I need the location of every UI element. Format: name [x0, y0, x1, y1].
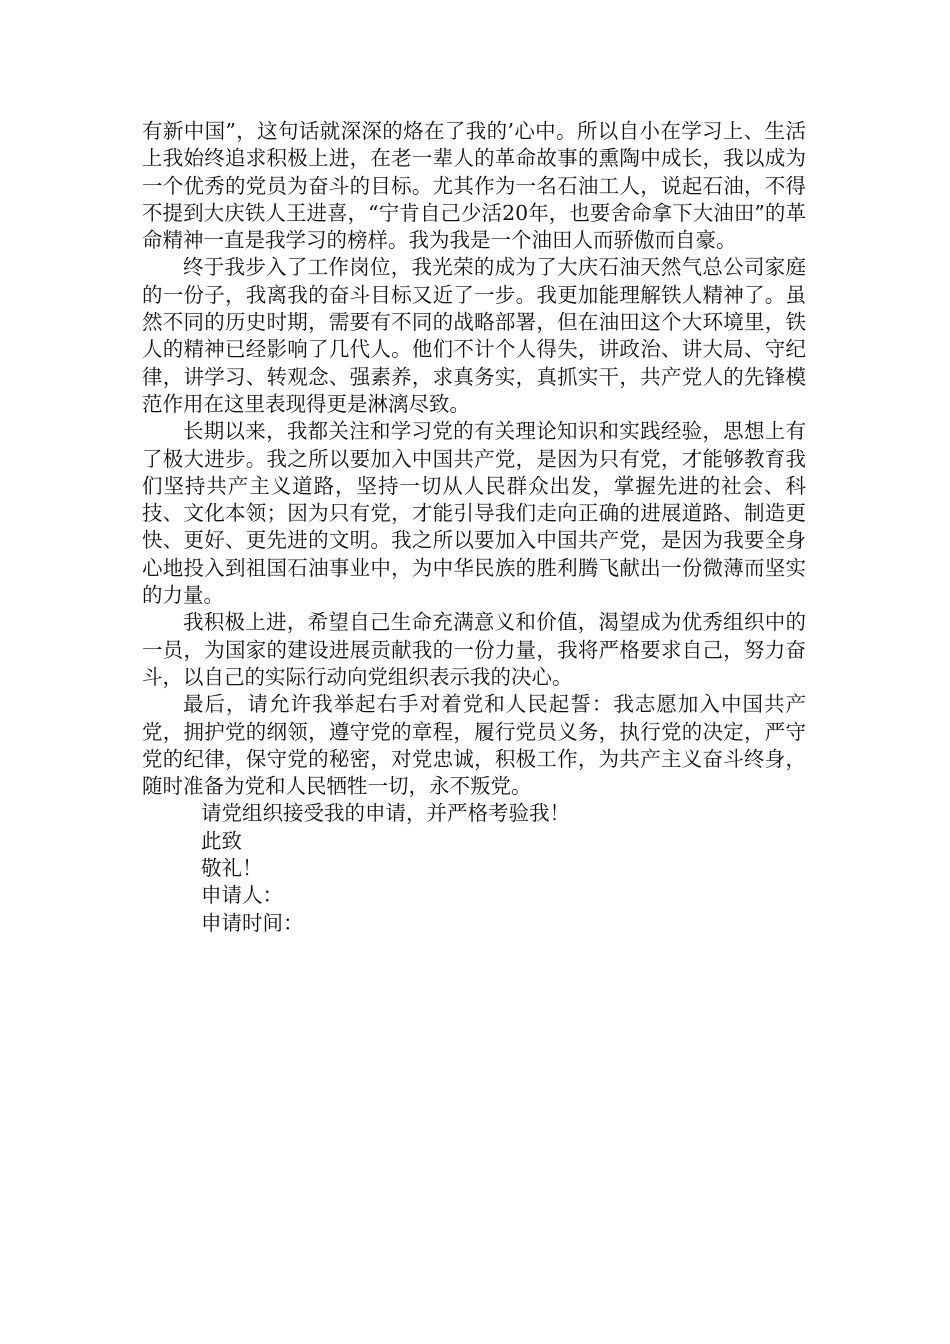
applicant-label: 申请人：: [201, 883, 283, 908]
document-page: [142, 118, 806, 937]
paragraph-5: 最后，请允许我举起右手对着党和人民起誓：我志愿加入中国共产党，拥护党的纲领，遵守党的章程，履行党员义务，执行党的决定，严守党的纪律，保守党的秘密，对党忠诚，积极工作，为共产主义奋斗终身，随时准备为党和人民牺牲一切，永不叛党。: [142, 692, 806, 799]
closing-salutation-1: 此致: [201, 828, 242, 853]
paragraph-4: 我积极上进，希望自己生命充满意义和价值，渴望成为优秀组织中的一员，为国家的建设进展贡献我的一份力量，我将严格要求自己，努力奋斗，以自己的实际行动向党组织表示我的决心。: [142, 610, 806, 689]
paragraph-3: 长期以来，我都关注和学习党的有关理论知识和实践经验，思想上有了极大进步。我之所以要加入中国共产党，是因为只有党，才能够教育我们坚持共产主义道路，坚持一切从人民群众出发，掌握先进的社会、科技、文化本领；因为只有党，才能引导我们走向正确的进展道路、制造更快、更好、更先进的文明。我之所以要加入中国共产党，是因为我要全身心地投入到祖国石油事业中，为中华民族的胜利腾飞献出一份微薄而坚实的力量。: [142, 419, 806, 608]
application-date-label: 申请时间：: [201, 910, 304, 935]
paragraph-1: 有新中国”，这句话就深深的烙在了我的’心中。所以自小在学习上、生活上我始终追求积极上进，在老一辈人的革命故事的熏陶中成长，我以成为一个优秀的党员为奋斗的目标。尤其作为一名石油工人，说起石油，不得不提到大庆铁人王进喜，“宁肯自己少活20年，也要舍命拿下大油田”的革命精神一直是我学习的榜样。我为我是一个油田人而骄傲而自豪。: [142, 119, 806, 253]
closing-request: 请党组织接受我的申请，并严格考验我！: [201, 801, 570, 826]
closing-salutation-2: 敬礼！: [201, 856, 263, 881]
paragraph-2: 终于我步入了工作岗位，我光荣的成为了大庆石油天然气总公司家庭的一份子，我离我的奋斗目标又近了一步。我更加能理解铁人精神了。虽然不同的历史时期，需要有不同的战略部署，但在油田这个大环境里，铁人的精神已经影响了几代人。他们不计个人得失，讲政治、讲大局、守纪律，讲学习、转观念、强素养，求真务实，真抓实干，共产党人的先锋模范作用在这里表现得更是淋漓尽致。: [142, 255, 806, 416]
